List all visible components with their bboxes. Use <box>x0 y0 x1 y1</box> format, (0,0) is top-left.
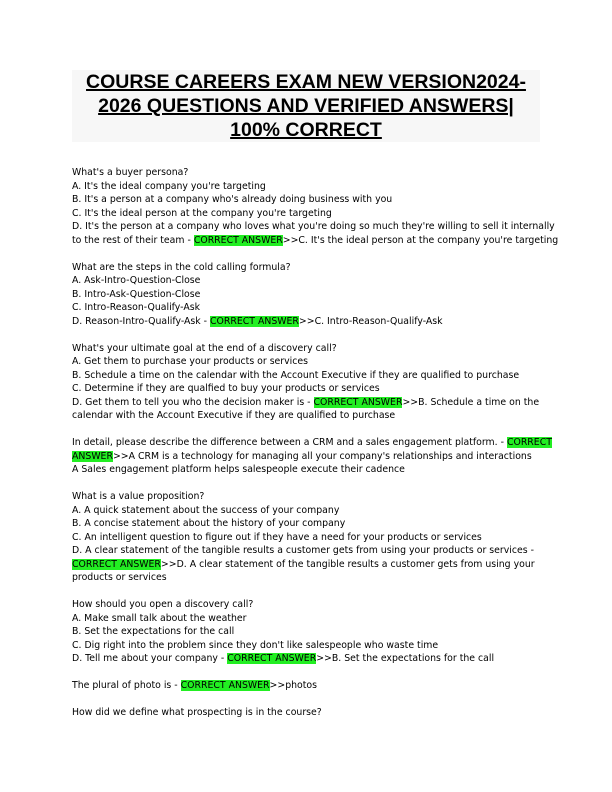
question-list <box>72 166 559 733</box>
text-line: A. Get them to purchase your products or services <box>72 356 309 367</box>
text-line: C. Determine if they are qualfied to buy your products or services <box>72 383 380 394</box>
title-line-1: COURSE CAREERS EXAM NEW VERSION2024- <box>86 71 526 93</box>
text-line <box>72 679 542 693</box>
correct-answer-highlight: CORRECT ANSWER <box>209 315 299 327</box>
text-line: A. It's the ideal company you're targeting <box>72 180 266 192</box>
line-prefix: D. Get them to tell you who the decision maker is - <box>72 396 314 408</box>
text-line: What's a buyer persona? <box>72 167 189 178</box>
text-line: A. A quick statement about the success of your company <box>72 504 340 516</box>
text-line: B. Intro-Ask-Question-Close <box>72 288 201 300</box>
text-line: C. Dig right into the problem since they don't like salespeople who waste time <box>72 639 439 651</box>
text-line: How did we define what prospecting is in the course? <box>72 707 322 718</box>
text-line: B. A concise statement about the history of your company <box>72 518 346 529</box>
text-line <box>72 450 542 464</box>
question-block <box>72 490 542 585</box>
line-prefix: D. Tell me about your company - <box>72 653 228 664</box>
text-line: products or services <box>72 572 167 583</box>
text-line: How should you open a discovery call? <box>72 599 254 610</box>
line-prefix: D. Reason-Intro-Qualify-Ask - <box>72 315 210 327</box>
answer-text: >>C. Intro-Reason-Qualify-Ask <box>298 315 443 327</box>
correct-answer-highlight: CORRECT ANSWER <box>227 653 317 664</box>
text-line: C. Intro-Reason-Qualify-Ask <box>72 302 200 313</box>
text-line: A. Make small talk about the weather <box>72 612 247 624</box>
text-line: C. It's the ideal person at the company you're targeting <box>72 207 332 219</box>
correct-answer-highlight: CORRECT ANSWER <box>313 396 403 408</box>
text-line <box>72 234 559 248</box>
text-line: B. Schedule a time on the calendar with the Account Executive if they are qualified to purchase <box>72 369 520 381</box>
text-line <box>72 396 542 410</box>
title-line-3: 100% CORRECT <box>230 119 382 141</box>
answer-text: >>B. Set the expectations for the call <box>316 653 495 664</box>
title-line-2: 2026 QUESTIONS AND VERIFIED ANSWERS| <box>98 95 514 117</box>
text-line <box>72 652 542 666</box>
text-line: What's your ultimate goal at the end of a discovery call? <box>72 342 337 354</box>
question-block <box>72 166 559 247</box>
question-block <box>72 261 542 329</box>
document-title <box>72 70 540 142</box>
text-line <box>72 558 542 572</box>
text-line: What is a value proposition? <box>72 491 205 502</box>
answer-text: >>photos <box>269 680 318 691</box>
line-prefix: The plural of photo is - <box>72 680 181 691</box>
text-line: D. A clear statement of the tangible results a customer gets from using your products or services - <box>72 545 534 556</box>
text-line: C. An intelligent question to figure out if they have a need for your products or services <box>72 531 482 543</box>
answer-text: >>B. Schedule a time on the <box>402 396 540 408</box>
question-block <box>72 598 542 666</box>
text-line: B. Set the expectations for the call <box>72 626 235 637</box>
text-line: A. Ask-Intro-Question-Close <box>72 275 201 286</box>
text-line <box>72 436 552 450</box>
answer-text: >>A CRM is a technology for managing all your company's relationships and interactions <box>112 450 532 462</box>
correct-answer-highlight: CORRECT ANSWER <box>180 680 270 691</box>
text-line: What are the steps in the cold calling formula? <box>72 261 291 273</box>
text-line: B. It's a person at a company who's already doing business with you <box>72 194 393 205</box>
text-line: calendar with the Account Executive if they are qualified to purchase <box>72 410 396 421</box>
question-block <box>72 706 542 720</box>
correct-answer-highlight: CORRECT ANSWER <box>72 558 161 570</box>
correct-answer-highlight: CORRECT ANSWER <box>193 234 283 246</box>
question-block <box>72 679 542 693</box>
question-block <box>72 436 552 477</box>
answer-text: >>C. It's the ideal person at the company you're targeting <box>282 234 559 246</box>
question-block <box>72 342 542 423</box>
text-line: D. It's the person at a company who loves what you're doing so much they're willing to sell it internally <box>72 221 555 232</box>
text-line <box>72 315 542 329</box>
correct-answer-highlight: CORRECT <box>506 437 552 448</box>
title-block <box>72 70 540 142</box>
line-prefix: to the rest of their team - <box>72 234 194 246</box>
correct-answer-highlight: ANSWER <box>72 450 113 462</box>
text-line: A Sales engagement platform helps salespeople execute their cadence <box>72 464 405 475</box>
line-prefix: In detail, please describe the difference between a CRM and a sales engagement platform. - <box>72 437 507 448</box>
answer-text: >>D. A clear statement of the tangible results a customer gets from using your <box>160 558 535 570</box>
